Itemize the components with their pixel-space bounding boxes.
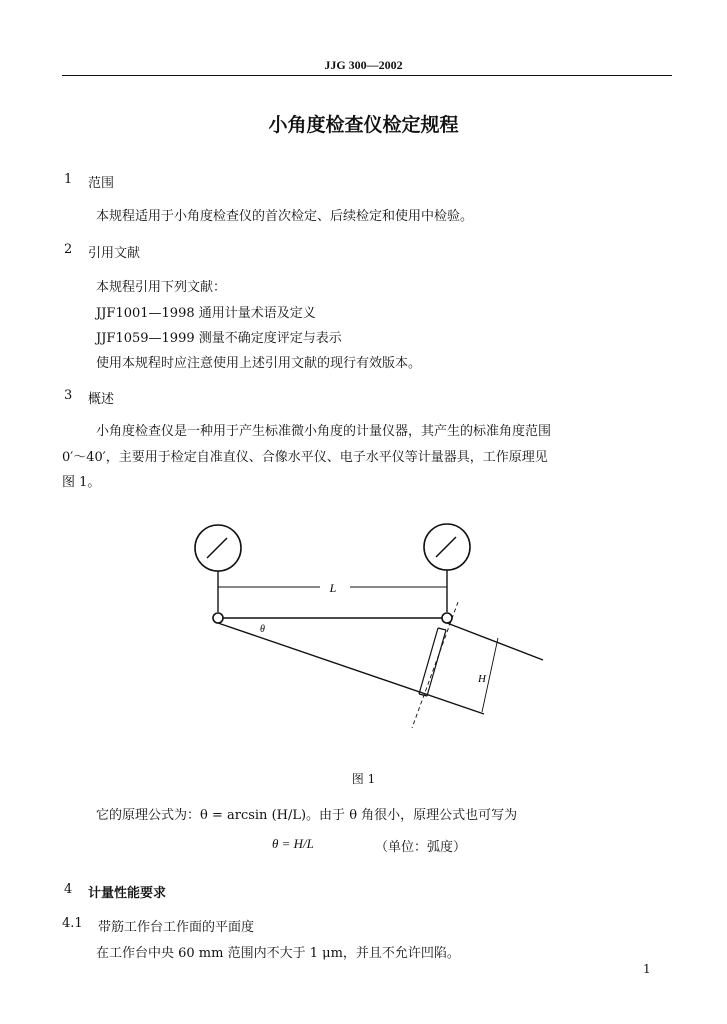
section-3-line-1: 小角度检查仪是一种用于产生标准微小角度的计量仪器，其产生的标准角度范围: [96, 424, 552, 439]
formula-description: 它的原理公式为：θ = arcsin (H/L)。由于 θ 角很小，原理公式也可写为: [96, 808, 518, 823]
section-3-number: 3: [64, 388, 73, 403]
section-1-paragraph: 本规程适用于小角度检查仪的首次检定、后续检定和使用中检验。: [96, 209, 474, 224]
label-theta: θ: [260, 624, 265, 635]
subsection-4-1-title: 带筋工作台工作面的平面度: [98, 920, 255, 935]
section-1-title: 范围: [88, 176, 115, 191]
formula-expression: θ = H/L: [272, 836, 314, 851]
section-2-note: 使用本规程时应注意使用上述引用文献的现行有效版本。: [96, 356, 422, 371]
figure-caption: 图 1: [351, 772, 376, 786]
section-2-intro: 本规程引用下列文献：: [96, 280, 227, 295]
header-rule: [62, 75, 672, 76]
right-inclined-line: [447, 623, 543, 660]
standard-code-header: JJG 300—2002: [324, 58, 403, 72]
subsection-4-1-text: 在工作台中央 60 mm 范围内不大于 1 μm，并且不允许凹陷。: [96, 946, 460, 961]
formula-unit: （单位：弧度）: [375, 840, 467, 855]
left-dial-gauge-icon: [195, 525, 241, 612]
page-number: 1: [643, 962, 651, 976]
left-pivot-ball: [213, 613, 223, 623]
right-pivot-ball: [442, 613, 452, 623]
section-4-number: 4: [64, 882, 73, 897]
section-3-line-2: 0′～40′，主要用于检定自准直仪、合像水平仪、电子水平仪等计量器具，工作原理见: [62, 450, 548, 465]
section-2-number: 2: [64, 242, 73, 257]
reference-jjf1059: JJF1059—1999 测量不确定度评定与表示: [96, 331, 342, 346]
section-3-title: 概述: [88, 392, 115, 407]
label-H: H: [478, 673, 486, 685]
section-4-title: 计量性能要求: [88, 886, 167, 901]
section-2-title: 引用文献: [88, 246, 141, 261]
section-3-line-3: 图 1。: [62, 475, 101, 490]
section-1-number: 1: [64, 172, 73, 187]
reference-jjf1001: JJF1001—1998 通用计量术语及定义: [96, 306, 316, 321]
gauge-block: [419, 628, 446, 696]
figure-1-diagram: [190, 512, 560, 752]
subsection-4-1-number: 4.1: [62, 916, 83, 931]
document-title: 小角度检查仪检定规程: [268, 114, 459, 136]
right-dial-gauge-icon: [424, 524, 470, 612]
label-L: L: [329, 581, 337, 595]
